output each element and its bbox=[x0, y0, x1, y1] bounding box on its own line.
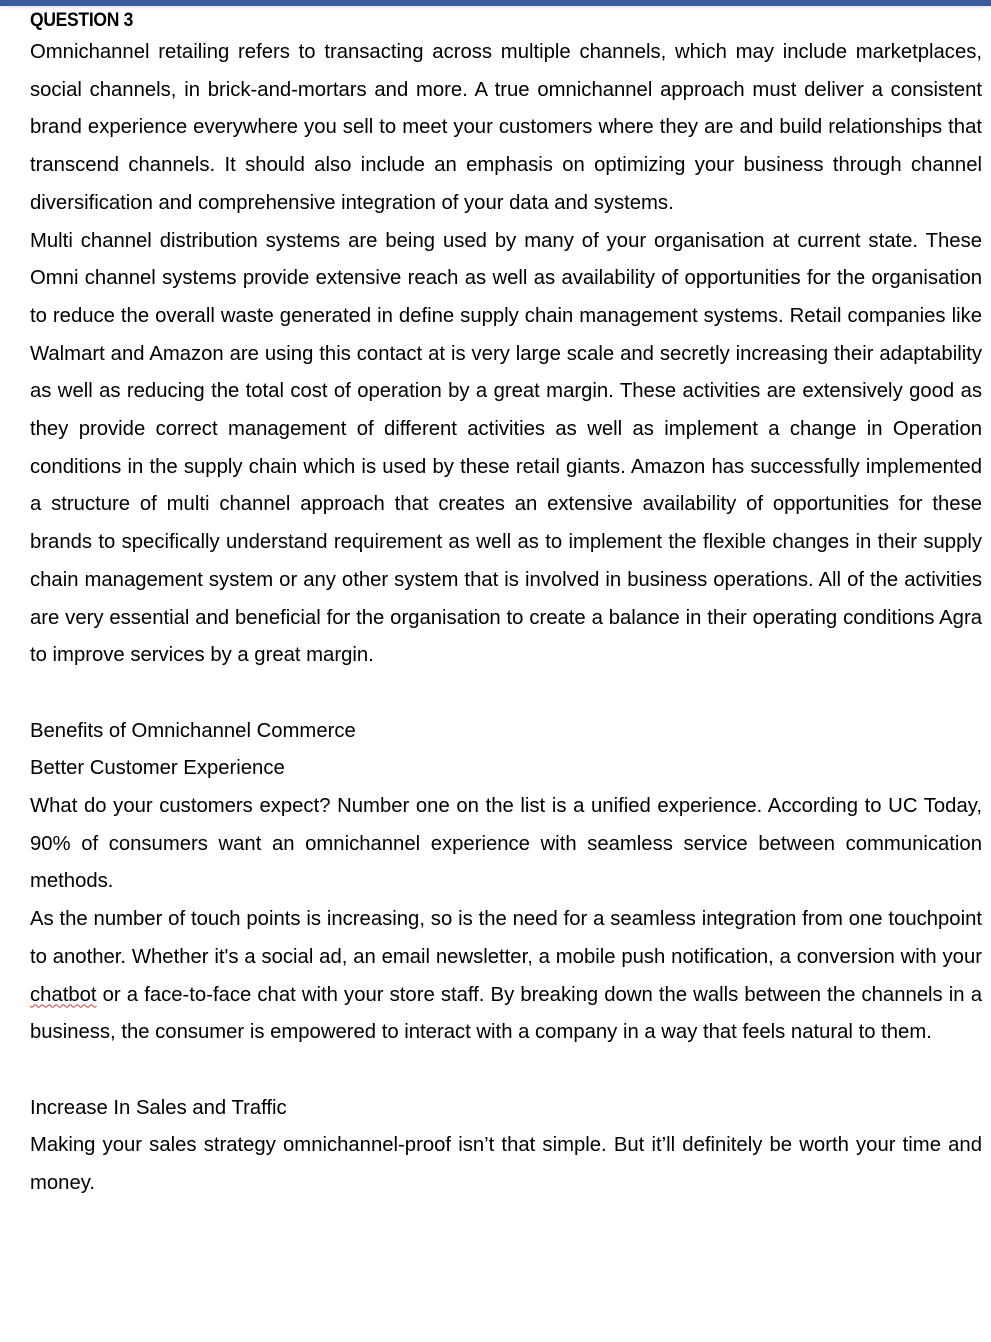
paragraph-multichannel-distribution: Multi channel distribution systems are being used by many of your organisation at current state. These Omni channel systems provide extensive reach as well as availability of opportunities for the organisation to reduce the overall waste generated in define supply chain management systems. Retail companies like Walmart and Amazon are using this contact at is very large scale and secretly increasing their adaptability as well as reducing the total cost of operation by a great margin. These activities are extensively good as they provide correct management of different activities as well as implement a change in Operation conditions in the supply chain which is used by these retail giants. Amazon has successfully implemented a structure of multi channel approach that creates an extensive availability of opportunities for these brands to specifically understand requirement as well as to implement the flexible changes in their supply chain management system or any other system that is involved in business operations. All of the activities are very essential and beneficial for the organisation to create a balance in their operating conditions Agra to improve services by a great margin. bbox=[30, 229, 982, 667]
document-page bbox=[30, 8, 982, 1203]
customer-expectations-paragraph: What do your customers expect? Number one on the list is a unified experience. According to UC Today, 90% of consumers want an omnichannel experience with seamless service between communication methods. bbox=[30, 795, 982, 893]
sales-traffic-heading: Increase In Sales and Traffic bbox=[30, 1096, 287, 1119]
blank-line bbox=[30, 675, 982, 713]
blank-line bbox=[30, 1052, 982, 1090]
touchpoints-text-after: or a face-to-face chat with your store staff. By breaking down the walls between the channels in a business, the consumer is empowered to interact with a company in a way that feels natural to them. bbox=[30, 983, 982, 1044]
spellcheck-flagged-word[interactable]: chatbot bbox=[30, 983, 97, 1006]
benefits-heading: Benefits of Omnichannel Commerce bbox=[30, 719, 356, 742]
header-accent-bar bbox=[0, 0, 991, 6]
customer-experience-heading: Better Customer Experience bbox=[30, 757, 285, 780]
touchpoints-text-before: As the number of touch points is increasing, so is the need for a seamless integration from one touchpoint to another. Whether it's a social ad, an email newsletter, a mobile push notification, a conversion with your bbox=[30, 908, 982, 968]
touchpoints-paragraph bbox=[30, 901, 982, 1052]
sales-strategy-paragraph: Making your sales strategy omnichannel-proof isn’t that simple. But it’ll definitely be worth your time and money. bbox=[30, 1134, 982, 1195]
question-heading: QUESTION 3 bbox=[30, 10, 134, 31]
paragraph-omnichannel-definition: Omnichannel retailing refers to transacting across multiple channels, which may include marketplaces, social channels, in brick-and-mortars and more. A true omnichannel approach must deliver a consistent brand experience everywhere you sell to meet your customers where they are and build relationships that transcend channels. It should also include an emphasis on optimizing your business through channel diversification and comprehensive integration of your data and systems. bbox=[30, 41, 982, 214]
